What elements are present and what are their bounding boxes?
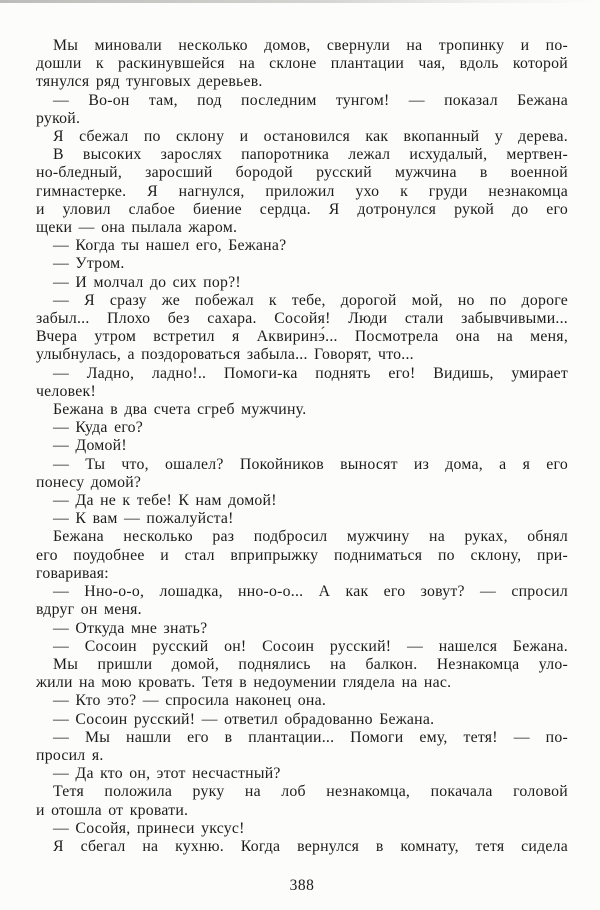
text-line: — Утром. bbox=[53, 255, 125, 273]
text-line: и уловил слабое биение сердца. Я дотронулся рукой до его bbox=[36, 200, 568, 218]
text-line: говаривая: bbox=[36, 564, 109, 582]
text-line: — Откуда мне знать? bbox=[53, 619, 208, 637]
text-line: забыл... Плохо без сахара. Сосойя! Люди стали забывчивыми... bbox=[36, 310, 568, 328]
text-line: рукой. bbox=[36, 109, 81, 127]
text-line: — Куда его? bbox=[53, 419, 144, 437]
text-line: В высоких зарослях папоротника лежал исхудалый, мертвен- bbox=[53, 146, 568, 164]
text-line: — Сосойя, принеси уксус! bbox=[53, 819, 245, 837]
page-number: 388 bbox=[289, 877, 315, 895]
text-line: человек! bbox=[36, 382, 96, 400]
text-line: Мы пришли домой, поднялись на балкон. Незнакомца уло- bbox=[53, 655, 568, 673]
text-line: понесу домой? bbox=[36, 473, 142, 491]
text-line: улыбнулась, а поздороваться забыла... Говорят, что... bbox=[36, 346, 414, 364]
text-line: — Ладно, ладно!.. Помоги-ка поднять его! Видишь, умирает bbox=[53, 364, 568, 382]
text-line: просил я. bbox=[36, 746, 104, 764]
text-line: Я сбегал на кухню. Когда вернулся в комнату, тетя сидела bbox=[53, 837, 568, 855]
text-line: — Сосоин русский он! Сосоин русский! — нашелся Бежана. bbox=[53, 637, 568, 655]
body-text bbox=[36, 37, 568, 856]
text-line: Тетя положила руку на лоб незнакомца, покачала головой bbox=[53, 783, 568, 801]
text-line: — К вам — пожалуйста! bbox=[53, 510, 234, 528]
text-line: и отошла от кровати. bbox=[36, 801, 189, 819]
text-line: — Мы нашли его в плантации... Помоги ему, тетя! — по- bbox=[53, 728, 568, 746]
text-line: тянулся ряд тунговых деревьев. bbox=[36, 73, 263, 91]
text-line: вдруг он меня. bbox=[36, 601, 142, 619]
text-line: жили на мою кровать. Тетя в недоумении глядела на нас. bbox=[36, 674, 452, 692]
text-line: Вчера утром встретил я Аквиринэ́... Посмотрела она на меня, bbox=[36, 328, 568, 346]
text-line: — Когда ты нашел его, Бежана? bbox=[53, 237, 287, 255]
text-line: — Кто это? — спросила наконец она. bbox=[53, 692, 327, 710]
text-line: — Я сразу же побежал к тебе, дорогой мой, но по дороге bbox=[53, 291, 568, 309]
text-line: — Да кто он, этот несчастный? bbox=[53, 765, 281, 783]
text-line: — Нно-о-о, лошадка, нно-о-о... А как его зовут? — спросил bbox=[53, 583, 568, 601]
scan-edge-artifact bbox=[0, 0, 600, 3]
text-line: — Во-он там, под последним тунгом! — показал Бежана bbox=[53, 91, 568, 109]
text-line: но-бледный, заросший бородой русский мужчина в военной bbox=[36, 164, 568, 182]
text-line: Бежана несколько раз подбросил мужчину на руках, обнял bbox=[53, 528, 568, 546]
text-line: Я сбежал по склону и остановился как вкопанный у дерева. bbox=[53, 128, 568, 146]
text-line: — Домой! bbox=[53, 437, 127, 455]
text-line: дошли к раскинувшейся на склоне плантации чая, вдоль которой bbox=[36, 55, 568, 73]
text-line: — Да не к тебе! К нам домой! bbox=[53, 492, 277, 510]
text-line: — Ты что, ошалел? Покойников выносят из дома, а я его bbox=[53, 455, 568, 473]
text-line: его поудобнее и стал вприпрыжку подниматься по склону, при- bbox=[36, 546, 568, 564]
text-line: — Сосоин русский! — ответил обрадованно Бежана. bbox=[53, 710, 435, 728]
text-line: щеки — она пылала жаром. bbox=[36, 219, 238, 237]
text-line: — И молчал до сих пор?! bbox=[53, 273, 241, 291]
text-line: Мы миновали несколько домов, свернули на тропинку и по- bbox=[53, 37, 568, 54]
text-line: гимнастерке. Я нагнулся, приложил ухо к груди незнакомца bbox=[36, 182, 568, 200]
text-line: Бежана в два счета сгреб мужчину. bbox=[53, 401, 307, 419]
